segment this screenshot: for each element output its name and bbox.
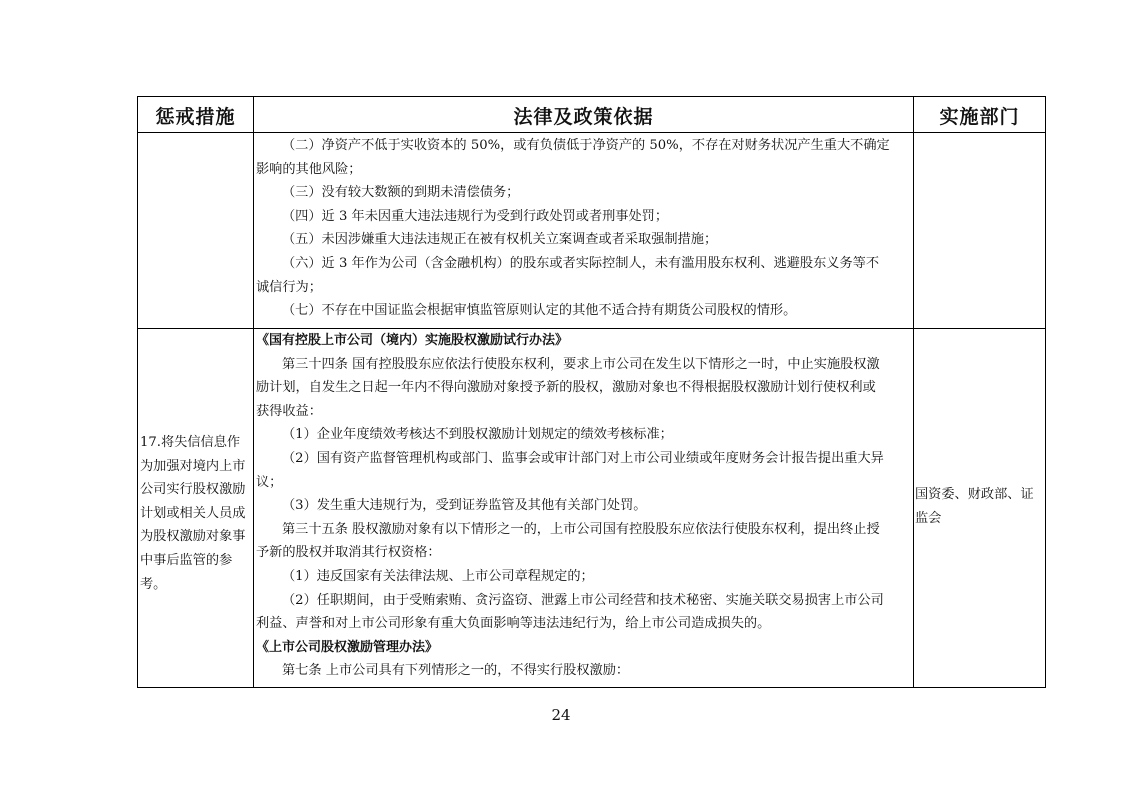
text-line: 励计划，自发生之日起一年内不得向激励对象授予新的股权，激励对象也不得根据股权激励计划行使权利或: [256, 380, 876, 396]
text-line: （1）违反国家有关法律法规、上市公司章程规定的；: [282, 568, 594, 584]
measure-17: 17.将失信信息作为加强对境内上市公司实行股权激励计划或相关人员成为股权激励对象事中事后监管的参考。: [140, 435, 246, 592]
text-line: （1）企业年度绩效考核达不到股权激励计划规定的绩效考核标准；: [282, 427, 673, 443]
header-department: 实施部门: [939, 105, 1020, 128]
text-line: （四）近 3 年未因重大违法违规行为受到行政处罚或者刑事处罚；: [282, 208, 669, 224]
text-line: 予新的股权并取消其行权资格：: [256, 545, 441, 561]
column-divider: [253, 97, 254, 687]
text-line: 利益、声誉和对上市公司形象有重大负面影响等违法违纪行为，给上市公司造成损失的。: [256, 616, 771, 632]
text-line: （六）近 3 年作为公司（含金融机构）的股东或者实际控制人，未有滥用股东权利、逃避股东义务等不: [282, 255, 880, 271]
text-line: （三）没有较大数额的到期未清偿债务；: [282, 185, 520, 201]
text-line: （五）未因涉嫌重大违法违规正在被有权机关立案调查或者采取强制措施；: [282, 232, 718, 248]
row17-basis-text: [256, 329, 911, 683]
text-line: 第三十四条 国有控股股东应依法行使股东权利，要求上市公司在发生以下情形之一时，中止实施股权激: [282, 356, 880, 372]
regulation-title: 《国有控股上市公司（境内）实施股权激励试行办法》: [256, 333, 569, 348]
text-line: （2）任职期间，由于受贿索贿、贪污盗窃、泄露上市公司经营和技术秘密、实施关联交易损害上市公司: [282, 592, 884, 608]
text-line: （二）净资产不低于实收资本的 50%，或有负债低于净资产的 50%，不存在对财务状况产生重大不确定: [282, 138, 890, 153]
column-divider: [913, 97, 914, 687]
implementing-department: 国资委、财政部、证监会: [915, 487, 1034, 526]
text-line: 影响的其他风险；: [256, 161, 362, 177]
text-line: 获得收益：: [256, 403, 322, 419]
header-measures: 惩戒措施: [155, 105, 236, 128]
text-line: （七）不存在中国证监会根据审慎监管原则认定的其他不适合持有期货公司股权的情形。: [282, 303, 797, 319]
header-legal-basis: 法律及政策依据: [513, 105, 654, 128]
text-line: （3）发生重大违规行为，受到证券监管及其他有关部门处罚。: [282, 498, 647, 514]
page-number: 24: [551, 706, 571, 724]
policy-table: [137, 96, 1046, 688]
text-line: 诚信行为；: [256, 279, 322, 295]
text-line: 议；: [256, 474, 283, 490]
regulation-title: 《上市公司股权激励管理办法》: [256, 639, 439, 655]
prev-row-basis-text: [256, 134, 911, 323]
text-line: 第七条 上市公司具有下列情形之一的，不得实行股权激励：: [282, 663, 630, 679]
text-line: 第三十五条 股权激励对象有以下情形之一的，上市公司国有控股股东应依法行使股东权利，提出终止授: [282, 521, 880, 537]
text-line: （2）国有资产监督管理机构或部门、监事会或审计部门对上市公司业绩或年度财务会计报告提出重大异: [282, 450, 884, 466]
